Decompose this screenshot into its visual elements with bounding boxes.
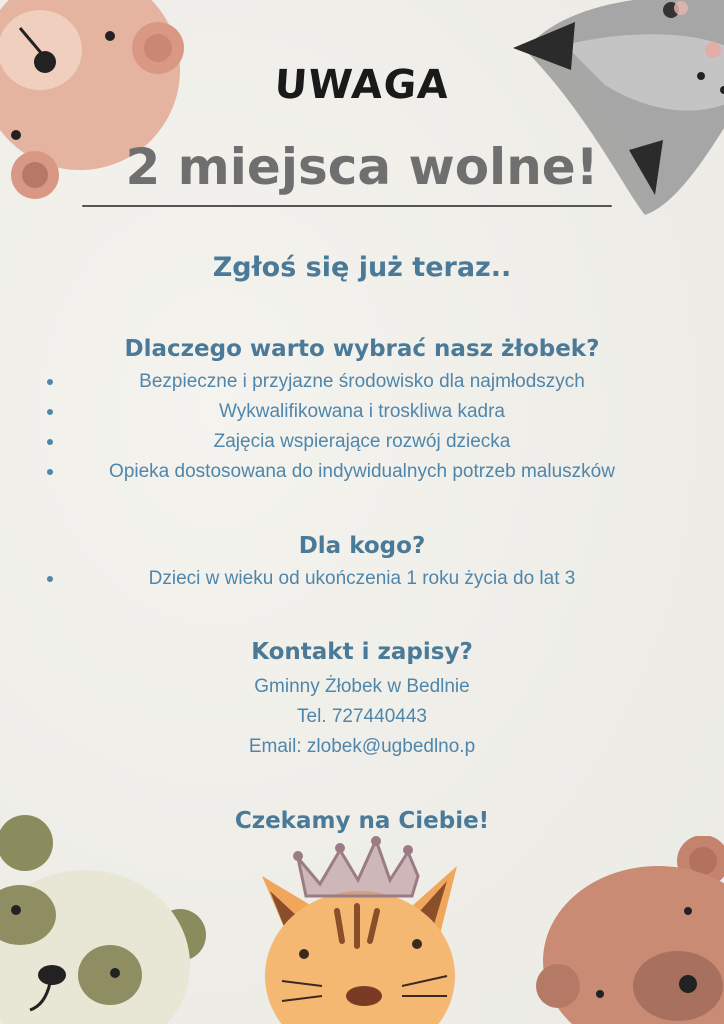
bullet-icon — [47, 469, 53, 475]
list-item: Bezpieczne i przyjazne środowisko dla najmłodszych — [0, 367, 724, 397]
bullet-icon — [47, 576, 53, 582]
why-heading: Dlaczego warto wybrać nasz żłobek? — [124, 336, 600, 362]
bullet-icon — [47, 409, 53, 415]
bullet-icon — [47, 379, 53, 385]
who-heading: Dla kogo? — [298, 533, 426, 559]
why-list — [0, 367, 724, 487]
panda-illustration — [0, 815, 215, 1024]
contact-name: Gminny Żłobek w Bedlnie — [254, 676, 470, 697]
list-item: Wykwalifikowana i troskliwa kadra — [0, 397, 724, 427]
alert-title: UWAGA — [273, 62, 451, 108]
list-item: Opieka dostosowana do indywidualnych potrzeb maluszków — [0, 457, 724, 487]
bear-cub-illustration — [528, 836, 724, 1024]
call-to-action: Zgłoś się już teraz.. — [212, 252, 512, 283]
page-title: 2 miejsca wolne! — [125, 138, 599, 196]
contact-heading: Kontakt i zapisy? — [251, 639, 473, 665]
contact-phone: Tel. 727440443 — [297, 706, 427, 727]
who-list — [0, 564, 724, 594]
closing-message: Czekamy na Ciebie! — [234, 808, 490, 834]
list-item: Dzieci w wieku od ukończenia 1 roku życia do lat 3 — [0, 564, 724, 594]
crown-icon — [290, 836, 425, 904]
list-item: Zajęcia wspierające rozwój dziecka — [0, 427, 724, 457]
contact-email: Email: zlobek@ugbedlno.p — [248, 736, 476, 757]
divider — [82, 205, 612, 207]
bullet-icon — [47, 439, 53, 445]
